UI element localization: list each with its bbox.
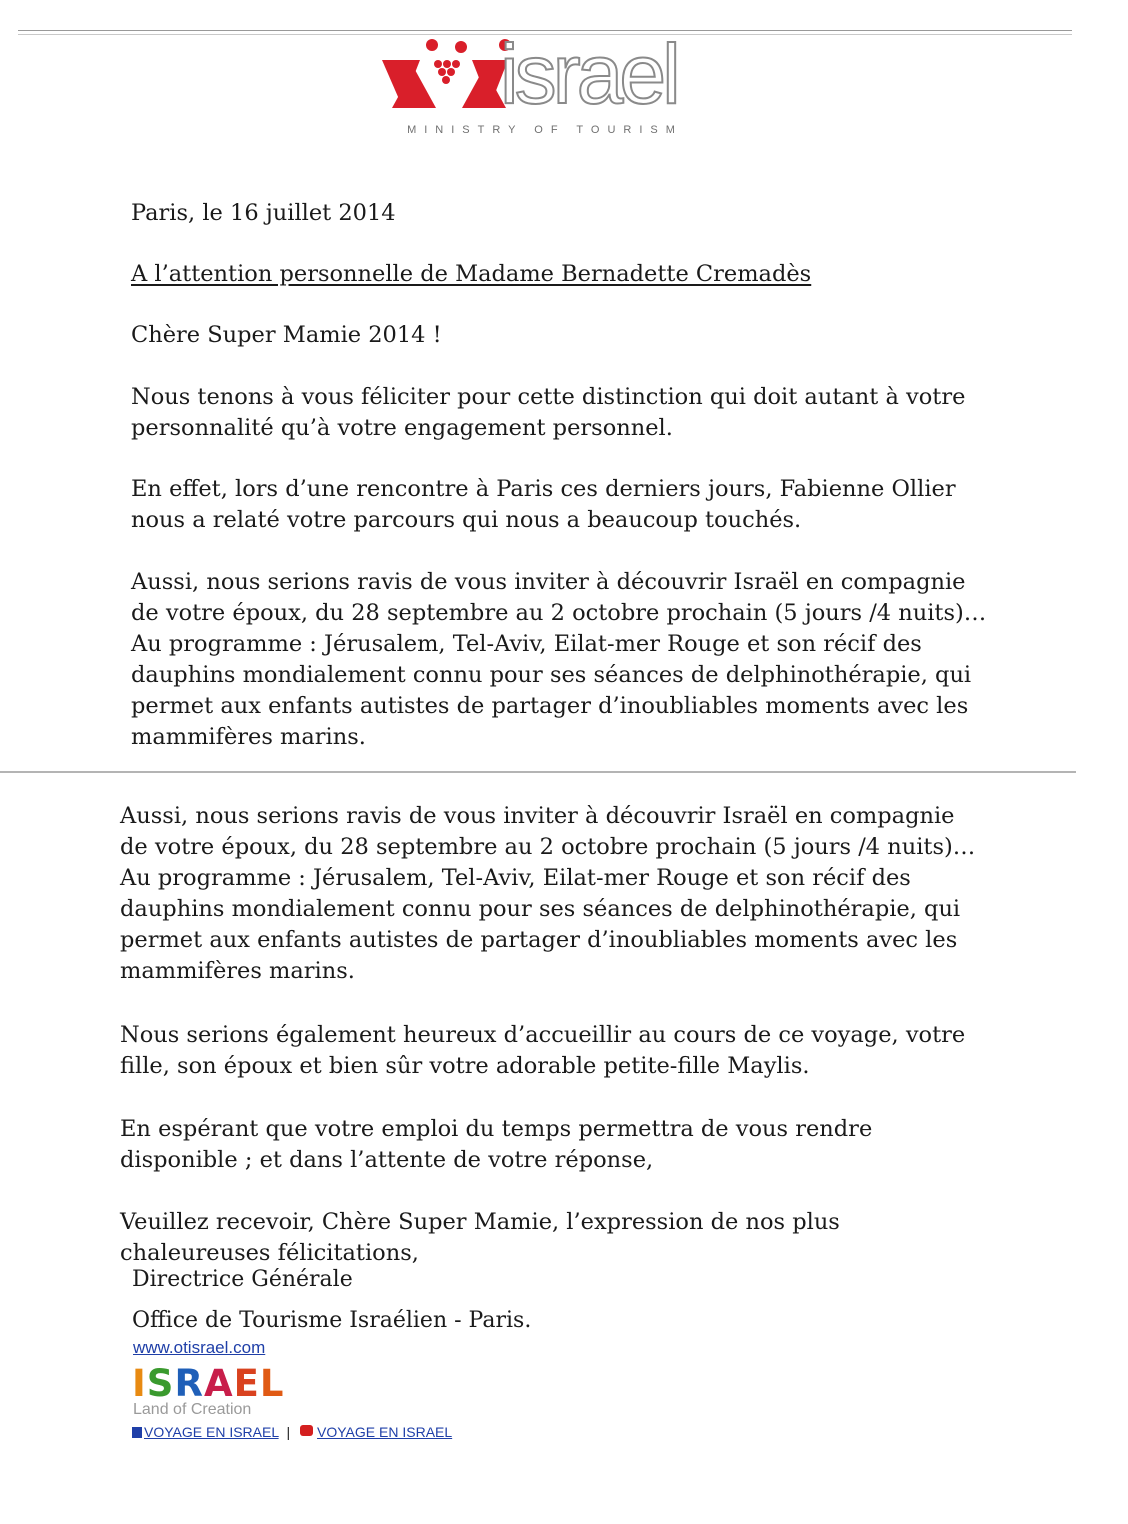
logo-emblem-icon xyxy=(380,38,510,118)
paragraph-invitation-top: Aussi, nous serions ravis de vous inviter à découvrir Israël en compagnie de votre époux, du 28 septembre au 2 octobre prochain (5 jours /4 nuits)… Au programme : Jérusalem, Tel-Aviv, Eilat-mer Rouge et son récif des dauphins mondialement connu pour ses séances de delphinothérapie, qui permet aux enfants autistes de partager d’inoubliables moments avec les mammifères marins. xyxy=(131,569,987,750)
facebook-icon xyxy=(132,1427,142,1438)
youtube-link[interactable]: VOYAGE EN ISRAEL xyxy=(317,1424,453,1440)
paragraph-family: Nous serions également heureux d’accueillir au cours de ce voyage, votre fille, son époux et bien sûr votre adorable petite-fille Maylis. xyxy=(120,1022,966,1079)
ministry-logo xyxy=(380,27,702,138)
separator: | xyxy=(286,1424,291,1440)
paragraph-availability: En espérant que votre emploi du temps permettra de vous rendre disponible ; et dans l’attente de votre réponse, xyxy=(120,1116,873,1173)
website-link[interactable]: www.otisrael.com xyxy=(133,1338,266,1357)
letter-salutation: Chère Super Mamie 2014 ! xyxy=(131,322,442,348)
logo-wordmark: israel xyxy=(500,27,677,121)
page-divider xyxy=(0,771,1076,773)
paragraph-invitation-bottom: Aussi, nous serions ravis de vous inviter à découvrir Israël en compagnie de votre époux, du 28 septembre au 2 octobre prochain (5 jours /4 nuits)… Au programme : Jérusalem, Tel-Aviv, Eilat-mer Rouge et son récif des dauphins mondialement connu pour ses séances de delphinothérapie, qui permet aux enfants autistes de partager d’inoubliables moments avec les mammifères marins. xyxy=(120,803,976,984)
paragraph-meeting: En effet, lors d’une rencontre à Paris ces derniers jours, Fabienne Ollier nous a relaté votre parcours qui nous a beaucoup touchés. xyxy=(131,476,956,533)
logo-subtitle: MINISTRY OF TOURISM xyxy=(407,124,683,136)
brand-tagline: Land of Creation xyxy=(133,1401,252,1418)
letter-attention: A l’attention personnelle de Madame Bernadette Cremadès xyxy=(131,261,812,287)
youtube-icon xyxy=(300,1425,313,1436)
signature-title-cut: Directrice Générale xyxy=(132,1267,353,1292)
israel-brand-logo: ISRAEL xyxy=(132,1362,285,1405)
signature-office: Office de Tourisme Israélien - Paris. xyxy=(132,1308,532,1333)
paragraph-closing: Veuillez recevoir, Chère Super Mamie, l’expression de nos plus chaleureuses félicitations, xyxy=(120,1209,840,1266)
social-links xyxy=(132,1424,452,1440)
letter-date: Paris, le 16 juillet 2014 xyxy=(131,200,396,226)
facebook-link[interactable]: VOYAGE EN ISRAEL xyxy=(144,1424,279,1440)
paragraph-congratulations: Nous tenons à vous féliciter pour cette distinction qui doit autant à votre personnalité qu’à votre engagement personnel. xyxy=(131,384,966,441)
